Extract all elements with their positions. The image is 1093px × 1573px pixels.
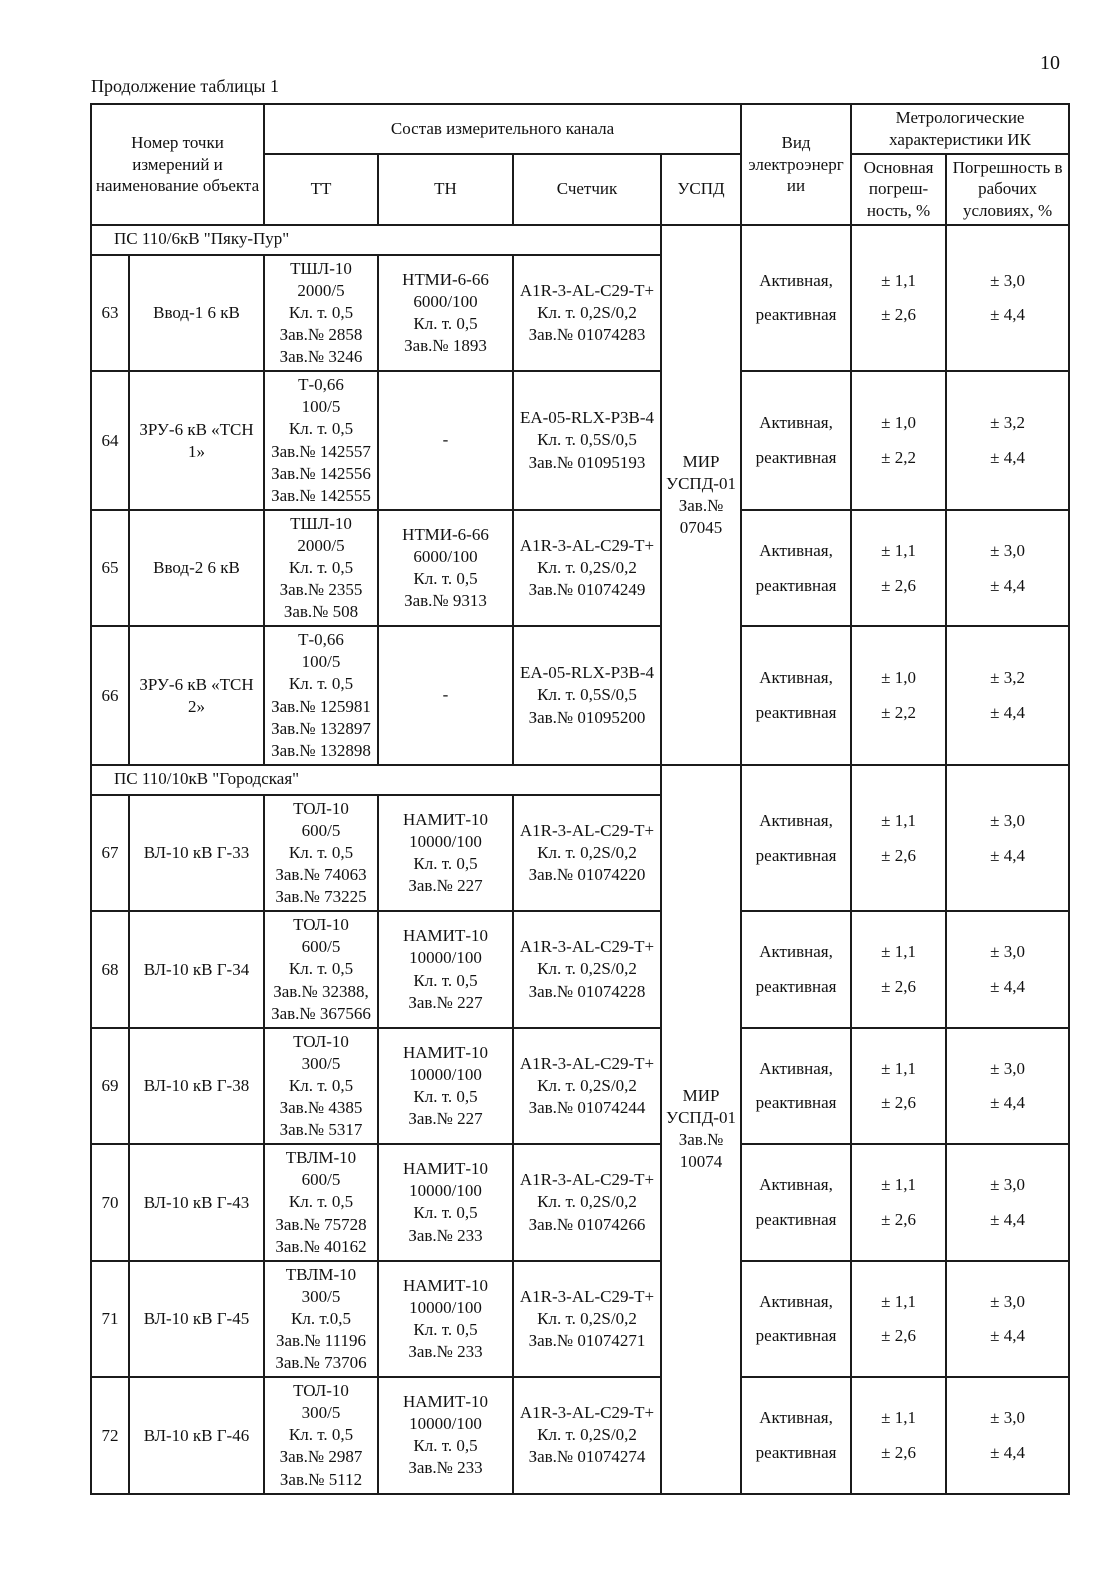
cell-line: Активная, [759, 810, 833, 830]
object-name-cell: ВЛ-10 кВ Г-34 [129, 911, 264, 1027]
row-number-cell: 72 [91, 1377, 129, 1493]
cell-line: ± 2,6 [881, 977, 916, 997]
header-tn: ТН [378, 154, 513, 225]
object-name-cell: ЗРУ-6 кВ «ТСН 1» [129, 371, 264, 510]
cell-line: Кл. т. 0,5 [288, 557, 354, 577]
row-number-cell: 71 [91, 1261, 129, 1377]
cell-line: ± 3,0 [990, 1291, 1025, 1311]
cell-line: Зав.№ 233 [408, 1225, 483, 1245]
cell-line: ± 1,1 [881, 942, 916, 962]
cell-line: Активная, [759, 942, 833, 962]
cell-line: НАМИТ-10 [403, 1392, 488, 1412]
tt-cell [264, 1261, 378, 1377]
cell-line: - [442, 430, 449, 450]
row-number-cell: 69 [91, 1028, 129, 1144]
object-name-cell: ВЛ-10 кВ Г-33 [129, 795, 264, 911]
cell-line: Зав.№ 01074244 [528, 1098, 646, 1118]
cell-line: Кл. т. 0,5 [413, 1086, 478, 1106]
cell-line: ± 3,0 [990, 270, 1025, 290]
cell-line: реактивная [755, 1326, 837, 1346]
cell-line: ТВЛМ-10 [285, 1148, 357, 1168]
cell-line: Зав.№ 74063 [275, 865, 367, 885]
cell-line: Кл. т. 0,5 [413, 313, 478, 333]
measurement-channels-table [90, 103, 1070, 1495]
table-row [91, 371, 1069, 510]
tn-cell [378, 1028, 513, 1144]
cell-line: 2000/5 [297, 280, 345, 300]
table-caption: Продолжение таблицы 1 [91, 76, 279, 96]
object-name-cell: ВЛ-10 кВ Г-46 [129, 1377, 264, 1493]
cell-line: Зав.№ 142556 [271, 463, 371, 483]
cell-line: Кл. т. 0,5 [413, 569, 478, 589]
cell-line: Кл. т. 0,5 [288, 959, 354, 979]
cell-line: Кл. т. 0,5 [413, 854, 478, 874]
table-row [91, 1377, 1069, 1493]
meter-cell [513, 1261, 661, 1377]
cell-line: УСПД-01 [666, 473, 736, 493]
cell-line: 10000/100 [409, 1414, 482, 1434]
meter-cell [513, 1144, 661, 1260]
cell-line: Кл. т. 0,5 [413, 1203, 478, 1223]
cell-line: ± 1,1 [881, 810, 916, 830]
cell-line: УСПД-01 [666, 1108, 736, 1128]
tn-cell [378, 626, 513, 765]
cell-line: ± 4,4 [990, 575, 1025, 595]
cell-line: НТМИ-6-66 [402, 524, 489, 544]
working-error-cell [946, 1028, 1069, 1144]
cell-line: Кл. т. 0,2S/0,2 [537, 843, 637, 862]
cell-line: Активная, [759, 1408, 833, 1428]
meter-cell [513, 911, 661, 1027]
cell-line: 600/5 [301, 1170, 341, 1190]
cell-line: Зав.№ 1893 [404, 336, 487, 356]
header-energy-type: Вид электроэнергии [741, 104, 851, 225]
cell-line: 300/5 [301, 1053, 341, 1073]
cell-line: ± 2,6 [881, 1326, 916, 1346]
cell-line: ЕА-05-RLX-P3B-4 [519, 408, 655, 428]
cell-line: A1R-3-AL-C29-T+ [519, 535, 655, 555]
cell-line: Активная, [759, 413, 833, 433]
cell-line: Зав.№ 32388, [273, 981, 369, 1001]
cell-line: Кл. т. 0,2S/0,2 [537, 1192, 637, 1212]
working-error-cell [946, 225, 1069, 371]
cell-line: Зав.№ 5317 [279, 1120, 363, 1140]
cell-line: реактивная [755, 1442, 837, 1462]
object-name-cell: ВЛ-10 кВ Г-43 [129, 1144, 264, 1260]
cell-line: 100/5 [301, 397, 341, 417]
cell-line: Зав.№ 73706 [275, 1353, 367, 1373]
cell-line: реактивная [755, 1093, 837, 1113]
tt-cell [264, 1028, 378, 1144]
meter-cell [513, 626, 661, 765]
tt-cell [264, 795, 378, 911]
cell-line: 10074 [679, 1152, 723, 1172]
cell-line: ± 2,6 [881, 305, 916, 325]
cell-line: ± 4,4 [990, 1209, 1025, 1229]
cell-line: 600/5 [301, 820, 341, 840]
section-title: ПС 110/6кВ "Пяку-Пур" [91, 225, 661, 255]
cell-line: Зав.№ 142555 [271, 485, 371, 505]
table-row [91, 1261, 1069, 1377]
tt-cell [264, 371, 378, 510]
cell-line: A1R-3-AL-C29-T+ [519, 280, 655, 300]
cell-line: Зав.№ 01074274 [528, 1447, 646, 1467]
cell-line: ± 3,0 [990, 1175, 1025, 1195]
cell-line: НАМИТ-10 [403, 809, 488, 829]
section-row [91, 765, 1069, 795]
tn-cell [378, 795, 513, 911]
cell-line: A1R-3-AL-C29-T+ [519, 1170, 655, 1190]
cell-line: Зав.№ 4385 [279, 1098, 363, 1118]
cell-line: Зав.№ 11196 [275, 1330, 367, 1350]
cell-line: Зав.№ 233 [408, 1342, 483, 1362]
cell-line: Кл. т. 0,5 [288, 1075, 354, 1095]
cell-line: - [442, 685, 449, 705]
tn-cell [378, 911, 513, 1027]
cell-line: реактивная [755, 845, 837, 865]
page-number: 10 [1040, 52, 1060, 74]
cell-line: 100/5 [301, 652, 341, 672]
header-tt: ТТ [264, 154, 378, 225]
cell-line: Зав.№ 3246 [279, 347, 363, 367]
cell-line: Зав.№ [678, 1130, 724, 1150]
cell-line: Активная, [759, 540, 833, 560]
header-metrology: Метрологические характеристики ИК [851, 104, 1069, 154]
cell-line: реактивная [755, 703, 837, 723]
cell-line: Зав.№ 508 [283, 602, 359, 622]
cell-line: Кл. т. 0,5 [288, 1425, 354, 1445]
header-channel-composition: Состав измерительного канала [264, 104, 741, 154]
energy-type-cell [741, 1377, 851, 1493]
cell-line: Активная, [759, 668, 833, 688]
header-working-error: Погрешность в рабочих условиях, % [946, 154, 1069, 225]
cell-line: ТШЛ-10 [290, 258, 352, 278]
cell-line: 10000/100 [409, 948, 482, 968]
meter-cell [513, 510, 661, 626]
cell-line: Т-0,66 [298, 630, 344, 650]
cell-line: Кл. т. 0,2S/0,2 [537, 557, 637, 577]
cell-line: Кл. т. 0,5 [413, 1436, 478, 1456]
energy-type-cell [741, 510, 851, 626]
energy-type-cell [741, 626, 851, 765]
cell-line: НАМИТ-10 [403, 1159, 488, 1179]
cell-line: Зав.№ 227 [408, 992, 483, 1012]
working-error-cell [946, 1261, 1069, 1377]
cell-line: 600/5 [301, 937, 341, 957]
tt-cell [264, 510, 378, 626]
cell-line: Зав.№ 01074228 [528, 981, 646, 1001]
cell-line: ТОЛ-10 [293, 1381, 349, 1401]
cell-line: ± 1,0 [881, 413, 916, 433]
meter-cell [513, 255, 661, 371]
energy-type-cell [741, 1028, 851, 1144]
cell-line: ± 1,1 [881, 1058, 916, 1078]
header-meter: Счетчик [513, 154, 661, 225]
cell-line: ± 3,0 [990, 1058, 1025, 1078]
cell-line: 6000/100 [413, 546, 478, 566]
cell-line: ТОЛ-10 [293, 1031, 349, 1051]
basic-error-cell [851, 1028, 946, 1144]
basic-error-cell [851, 510, 946, 626]
tt-cell [264, 626, 378, 765]
cell-line: 10000/100 [409, 1181, 482, 1201]
cell-line: A1R-3-AL-C29-T+ [519, 1053, 655, 1073]
uspd-cell [661, 225, 741, 765]
basic-error-cell [851, 225, 946, 371]
cell-line: Кл. т. 0,5S/0,5 [537, 685, 637, 705]
cell-line: 2000/5 [297, 535, 345, 555]
cell-line: Кл. т. 0,5 [413, 970, 478, 990]
cell-line: Зав.№ 125981 [271, 696, 371, 716]
cell-line: 07045 [679, 517, 723, 537]
section-row [91, 225, 1069, 255]
cell-line: ± 3,0 [990, 942, 1025, 962]
energy-type-cell [741, 371, 851, 510]
cell-line: ± 1,1 [881, 1175, 916, 1195]
tn-cell [378, 1377, 513, 1493]
cell-line: Зав.№ 73225 [275, 887, 367, 907]
energy-type-cell [741, 765, 851, 911]
cell-line: Зав.№ 2987 [279, 1447, 363, 1467]
cell-line: ± 3,0 [990, 540, 1025, 560]
tt-cell [264, 1377, 378, 1493]
cell-line: ± 3,0 [990, 810, 1025, 830]
table-row [91, 1144, 1069, 1260]
working-error-cell [946, 911, 1069, 1027]
basic-error-cell [851, 1144, 946, 1260]
basic-error-cell [851, 1377, 946, 1493]
basic-error-cell [851, 911, 946, 1027]
object-name-cell: Ввод-1 6 кВ [129, 255, 264, 371]
meter-cell [513, 1028, 661, 1144]
cell-line: Зав.№ 01074283 [528, 325, 646, 345]
header-point-name: Номер точки измерений и наименование объекта [91, 104, 264, 225]
cell-line: МИР [682, 451, 720, 471]
cell-line: Зав.№ 233 [408, 1458, 483, 1478]
cell-line: Активная, [759, 1291, 833, 1311]
cell-line: ± 1,1 [881, 270, 916, 290]
table-row [91, 626, 1069, 765]
cell-line: ± 4,4 [990, 448, 1025, 467]
table-row [91, 510, 1069, 626]
cell-line: 300/5 [301, 1286, 341, 1306]
cell-line: ± 2,6 [881, 1209, 916, 1229]
cell-line: НАМИТ-10 [403, 1042, 488, 1062]
cell-line: Активная, [759, 270, 833, 290]
cell-line: 6000/100 [413, 291, 478, 311]
cell-line: Зав.№ 01074266 [528, 1214, 646, 1234]
cell-line: A1R-3-AL-C29-T+ [519, 1286, 655, 1306]
row-number-cell: 63 [91, 255, 129, 371]
object-name-cell: ЗРУ-6 кВ «ТСН 2» [129, 626, 264, 765]
table-row [91, 1028, 1069, 1144]
row-number-cell: 67 [91, 795, 129, 911]
cell-line: НАМИТ-10 [403, 926, 488, 946]
section-title: ПС 110/10кВ "Городская" [91, 765, 661, 795]
object-name-cell: ВЛ-10 кВ Г-38 [129, 1028, 264, 1144]
cell-line: ЕА-05-RLX-P3B-4 [519, 663, 655, 683]
cell-line: Кл. т. 0,2S/0,2 [537, 959, 637, 979]
energy-type-cell [741, 911, 851, 1027]
cell-line: 300/5 [301, 1403, 341, 1423]
row-number-cell: 66 [91, 626, 129, 765]
basic-error-cell [851, 1261, 946, 1377]
cell-line: ± 4,4 [990, 1093, 1025, 1113]
cell-line: ± 1,1 [881, 1408, 916, 1428]
cell-line: Т-0,66 [298, 375, 344, 395]
header-uspd: УСПД [661, 154, 741, 225]
cell-line: Зав.№ 01074220 [528, 865, 646, 885]
cell-line: Зав.№ 132897 [271, 718, 371, 738]
object-name-cell: Ввод-2 6 кВ [129, 510, 264, 626]
row-number-cell: 64 [91, 371, 129, 510]
cell-line: ± 2,6 [881, 1093, 916, 1113]
cell-line: ± 1,0 [881, 668, 916, 688]
cell-line: реактивная [755, 305, 837, 325]
cell-line: A1R-3-AL-C29-T+ [519, 820, 655, 840]
basic-error-cell [851, 765, 946, 911]
working-error-cell [946, 371, 1069, 510]
cell-line: Кл. т. 0,5 [288, 674, 354, 694]
cell-line: Кл. т. 0,2S/0,2 [537, 1425, 637, 1445]
cell-line: МИР [682, 1086, 720, 1106]
cell-line: ± 2,6 [881, 845, 916, 865]
cell-line: Зав.№ 227 [408, 876, 483, 896]
tt-cell [264, 255, 378, 371]
cell-line: НАМИТ-10 [403, 1275, 488, 1295]
cell-line: НТМИ-6-66 [402, 269, 489, 289]
cell-line: 10000/100 [409, 1064, 482, 1084]
cell-line: Зав.№ 01074271 [528, 1330, 646, 1350]
header-basic-error: Основная погреш-ность, % [851, 154, 946, 225]
cell-line: 10000/100 [409, 831, 482, 851]
cell-line: 10000/100 [409, 1297, 482, 1317]
working-error-cell [946, 510, 1069, 626]
tn-cell [378, 510, 513, 626]
cell-line: Активная, [759, 1175, 833, 1195]
meter-cell [513, 795, 661, 911]
cell-line: Кл. т. 0,5 [288, 843, 354, 862]
energy-type-cell [741, 225, 851, 371]
table-row [91, 911, 1069, 1027]
cell-line: реактивная [755, 977, 837, 997]
cell-line: Зав.№ 367566 [271, 1003, 371, 1023]
cell-line: Зав.№ 142557 [271, 441, 371, 461]
cell-line: ± 2,6 [881, 1442, 916, 1462]
cell-line: Зав.№ 2355 [279, 580, 363, 600]
working-error-cell [946, 1144, 1069, 1260]
cell-line: Зав.№ 75728 [275, 1214, 367, 1234]
cell-line: Кл. т. 0,2S/0,2 [537, 1308, 637, 1328]
cell-line: Кл. т. 0,5 [288, 1192, 354, 1212]
cell-line: Зав.№ 9313 [404, 591, 487, 611]
cell-line: Зав.№ 2858 [279, 325, 363, 345]
uspd-cell [661, 765, 741, 1494]
tn-cell [378, 1144, 513, 1260]
cell-line: ± 4,4 [990, 305, 1025, 325]
tn-cell [378, 255, 513, 371]
cell-line: Зав.№ 01095193 [528, 452, 646, 472]
working-error-cell [946, 626, 1069, 765]
cell-line: Кл. т.0,5 [291, 1308, 351, 1328]
table-header [91, 104, 1069, 225]
cell-line: ТВЛМ-10 [285, 1264, 357, 1284]
cell-line: Кл. т. 0,5 [413, 1319, 478, 1339]
cell-line: A1R-3-AL-C29-T+ [519, 937, 655, 957]
cell-line: ± 1,1 [881, 540, 916, 560]
row-number-cell: 70 [91, 1144, 129, 1260]
cell-line: реактивная [755, 1209, 837, 1229]
cell-line: Кл. т. 0,5S/0,5 [537, 430, 637, 450]
cell-line: ± 2,2 [881, 703, 916, 723]
cell-line: ± 4,4 [990, 845, 1025, 865]
tn-cell [378, 1261, 513, 1377]
working-error-cell [946, 1377, 1069, 1493]
row-number-cell: 65 [91, 510, 129, 626]
cell-line: Активная, [759, 1058, 833, 1078]
cell-line: Кл. т. 0,2S/0,2 [537, 1075, 637, 1095]
table-body [91, 225, 1069, 1494]
cell-line: ± 4,4 [990, 977, 1025, 997]
tt-cell [264, 911, 378, 1027]
meter-cell [513, 1377, 661, 1493]
cell-line: Зав.№ 132898 [271, 740, 371, 760]
cell-line: ± 3,2 [990, 413, 1025, 433]
cell-line: ТШЛ-10 [290, 513, 352, 533]
cell-line: Зав.№ 5112 [279, 1469, 363, 1489]
cell-line: A1R-3-AL-C29-T+ [519, 1403, 655, 1423]
cell-line: ± 4,4 [990, 1442, 1025, 1462]
energy-type-cell [741, 1261, 851, 1377]
row-number-cell: 68 [91, 911, 129, 1027]
cell-line: ± 3,0 [990, 1408, 1025, 1428]
cell-line: Зав.№ 227 [408, 1109, 483, 1129]
basic-error-cell [851, 371, 946, 510]
energy-type-cell [741, 1144, 851, 1260]
cell-line: ТОЛ-10 [293, 798, 349, 818]
cell-line: Зав.№ 01095200 [528, 707, 646, 727]
cell-line: Кл. т. 0,5 [288, 419, 354, 439]
cell-line: ± 2,2 [881, 448, 916, 467]
cell-line: ± 4,4 [990, 1326, 1025, 1346]
working-error-cell [946, 765, 1069, 911]
cell-line: Зав.№ [678, 495, 724, 515]
basic-error-cell [851, 626, 946, 765]
cell-line: Кл. т. 0,5 [288, 302, 354, 322]
tn-cell [378, 371, 513, 510]
cell-line: ± 1,1 [881, 1291, 916, 1311]
cell-line: реактивная [755, 448, 837, 467]
cell-line: ТОЛ-10 [293, 915, 349, 935]
object-name-cell: ВЛ-10 кВ Г-45 [129, 1261, 264, 1377]
cell-line: ± 3,2 [990, 668, 1025, 688]
meter-cell [513, 371, 661, 510]
cell-line: ± 2,6 [881, 575, 916, 595]
cell-line: ± 4,4 [990, 703, 1025, 723]
cell-line: реактивная [755, 575, 837, 595]
cell-line: Кл. т. 0,2S/0,2 [537, 302, 637, 322]
tt-cell [264, 1144, 378, 1260]
cell-line: Зав.№ 40162 [275, 1236, 367, 1256]
cell-line: Зав.№ 01074249 [528, 580, 646, 600]
